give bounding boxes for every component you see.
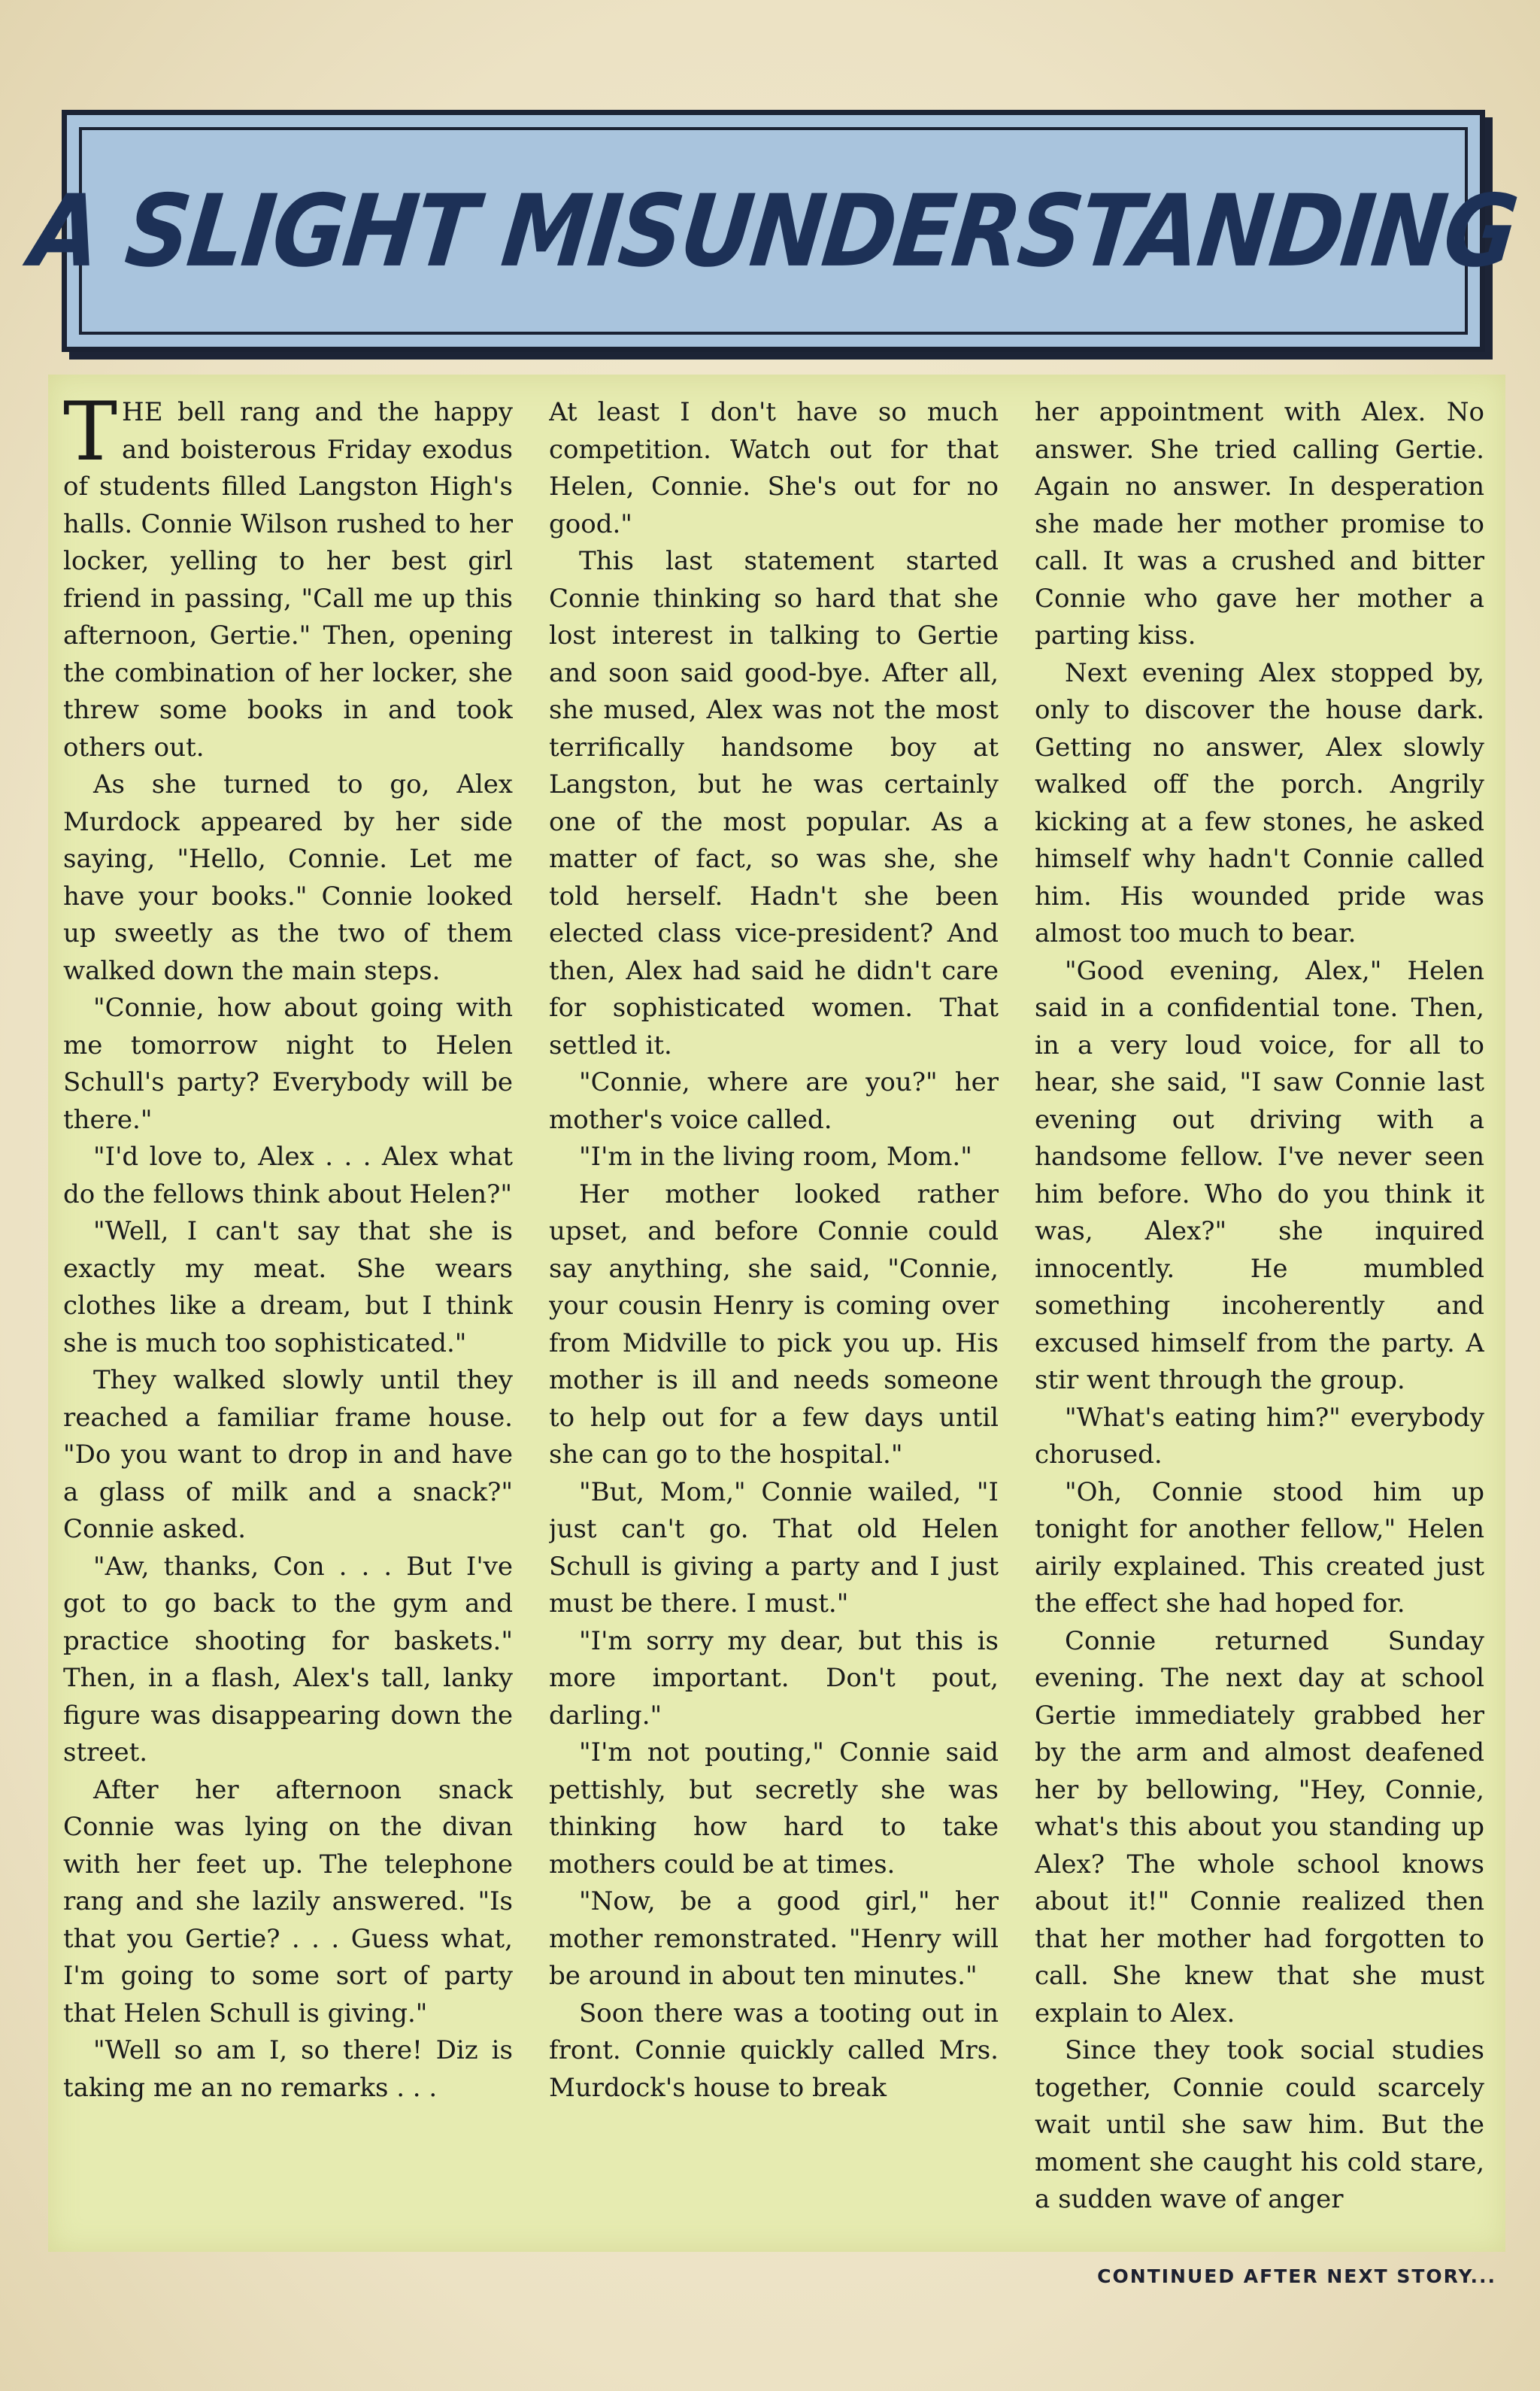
title-frame [25,127,1522,335]
paragraph: This last statement started Connie thinking so hard that she lost interest in talking to Gertie and soon said good-bye. After all, she mused, Alex was not the most terrifically handsome boy at Langston, but he was certainly one of the most popular. As a matter of fact, so was she, she told herself. Hadn't she been elected class vice-president? And then, Alex had said he didn't care for sophisticated women. That settled it. [549,546,999,1060]
text-column-1 [63,394,513,2243]
text-column-2 [549,394,999,2243]
title-banner [25,110,1522,352]
paragraph: As she turned to go, Alex Murdock appeared by her side saying, "Hello, Connie. Let me have your books." Connie looked up sweetly as the two of them walked down the main steps. [63,769,513,986]
paragraph: "I'm not pouting," Connie said pettishly, but secretly she was thinking how hard to take mothers could be at times. [549,1737,999,1880]
paragraph: "Well, I can't say that she is exactly my meat. She wears clothes like a dream, but I think she is much too sophisticated." [63,1216,513,1358]
story-text-panel [48,375,1505,2252]
story-title: A SLIGHT MISUNDERSTANDING [25,172,1522,290]
drop-cap: T [63,394,118,479]
paragraph: "Good evening, Alex," Helen said in a confidential tone. Then, in a very loud voice, for all to hear, she said, "I saw Connie last evening out driving with a handsome fellow. I've never seen him before. Who do you think it was, Alex?" she inquired innocently. He mumbled something incoherently and excused himself from the party. A stir went through the group. [1035,955,1484,1395]
paragraph: "Connie, where are you?" her mother's voice called. [549,1067,999,1135]
paragraph [63,394,513,766]
paragraph: "Now, be a good girl," her mother remonstrated. "Henry will be around in about ten minutes." [549,1886,999,1991]
paragraph: "What's eating him?" everybody chorused. [1035,1402,1484,1470]
paragraph: They walked slowly until they reached a familiar frame house. "Do you want to drop in and have a glass of milk and a snack?" Connie asked. [63,1365,513,1544]
paragraph: "I'm sorry my dear, but this is more important. Don't pout, darling." [549,1625,999,1731]
paragraph: Her mother looked rather upset, and before Connie could say anything, she said, "Connie, your cousin Henry is coming over from Midville to pick you up. His mother is ill and needs someone to help out for a few days until she can go to the hospital." [549,1179,999,1470]
paragraph: "Oh, Connie stood him up tonight for another fellow," Helen airily explained. This created just the effect she had hoped for. [1035,1476,1484,1619]
paragraph: At least I don't have so much competition. Watch out for that Helen, Connie. She's out for no good." [549,397,999,539]
paragraph: "But, Mom," Connie wailed, "I just can't go. That old Helen Schull is giving a party and I just must be there. I must." [549,1476,999,1619]
paragraph: "Well so am I, so there! Diz is taking me an no remarks . . . [63,2035,513,2103]
paragraph: After her afternoon snack Connie was lying on the divan with her feet up. The telephone rang and she lazily answered. "Is that you Gertie? . . . Guess what, I'm going to some sort of party that Helen Schull is giving." [63,1774,513,2028]
paragraph: "I'm in the living room, Mom." [579,1142,972,1172]
continued-notice: CONTINUED AFTER NEXT STORY... [1097,2265,1496,2287]
paragraph: Soon there was a tooting out in front. Connie quickly called Mrs. Murdock's house to break [549,1998,999,2103]
paragraph: Connie returned Sunday evening. The next day at school Gertie immediately grabbed her by the arm and almost deafened her by bellowing, "Hey, Connie, what's this about you standing up Alex? The whole school knows about it!" Connie realized then that her mother had forgotten to call. She knew that she must explain to Alex. [1035,1625,1484,2028]
paragraph: "Connie, how about going with me tomorrow night to Helen Schull's party? Everybody will be there." [63,993,513,1135]
text-column-3 [1035,394,1484,2243]
paragraph: "I'd love to, Alex . . . Alex what do the fellows think about Helen?" [63,1142,513,1209]
paragraph-text: HE bell rang and the happy and boisterous Friday exodus of students filled Langston High's halls. Connie Wilson rushed to her locker, yelling to her best girl friend in passing, "Call me up this afternoon, Gertie." Then, opening the combination of her locker, she threw some books in and took others out. [63,397,513,763]
paragraph: Since they took social studies together, Connie could scarcely wait until she saw him. But the moment she caught his cold stare, a sudden wave of anger [1035,2035,1484,2214]
paragraph: her appointment with Alex. No answer. She tried calling Gertie. Again no answer. In desperation she made her mother promise to call. It was a crushed and bitter Connie who gave her mother a parting kiss. [1035,397,1484,651]
paragraph: "Aw, thanks, Con . . . But I've got to go back to the gym and practice shooting for baskets." Then, in a flash, Alex's tall, lanky figure was disappearing down the street. [63,1551,513,1767]
paragraph: Next evening Alex stopped by, only to discover the house dark. Getting no answer, Alex slowly walked off the porch. Angrily kicking at a few stones, he asked himself why hadn't Connie called him. His wounded pride was almost too much to bear. [1035,657,1484,948]
